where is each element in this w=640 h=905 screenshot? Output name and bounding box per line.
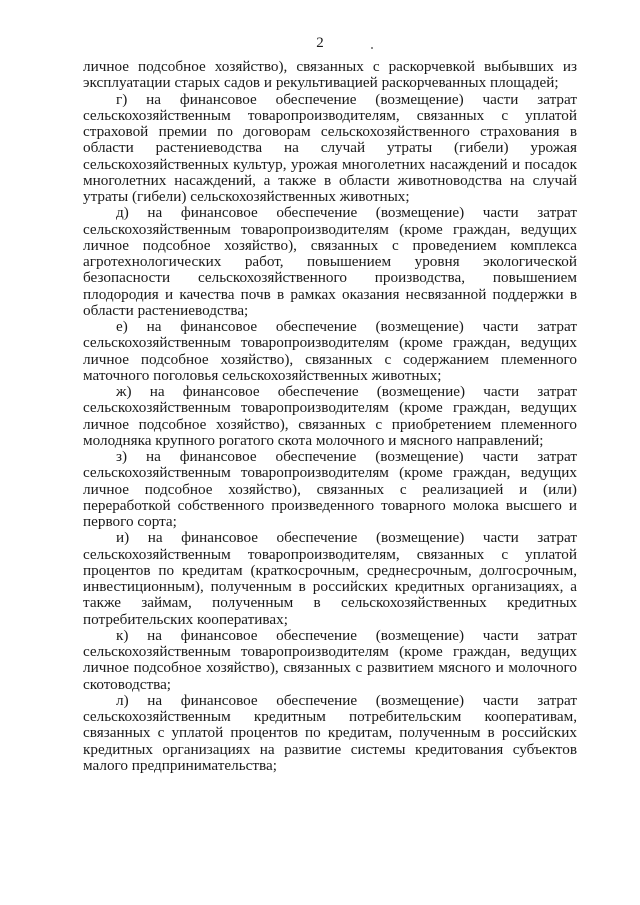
paragraph-item-e: е) на финансовое обеспечение (возмещение) части затрат сельскохозяйственным товаропроизводителям (кроме граждан, ведущих личное подсобное хозяйство), связанных с содержанием племенного маточного поголовья сельскохозяйственных животных; [83, 318, 577, 384]
scan-speck [371, 47, 373, 49]
document-body [83, 59, 577, 774]
paragraph-item-g: г) на финансовое обеспечение (возмещение) части затрат сельскохозяйственным товаропроизводителям, связанных с уплатой страховой премии по договорам сельскохозяйственного страхования в области растениеводства на случай утраты (гибели) урожая сельскохозяйственных культур, урожая многолетних насаждений и посадок многолетних насаждений, а также в области животноводства на случай утраты (гибели) сельскохозяйственных животных; [83, 90, 577, 205]
page-number: 2 [316, 35, 324, 51]
paragraph-item-zh: ж) на финансовое обеспечение (возмещение) части затрат сельскохозяйственным товаропроизводителям (кроме граждан, ведущих личное подсобное хозяйство), связанных с приобретением племенного молодняка крупного рогатого скота молочного и мясного направлений; [83, 383, 577, 449]
paragraph-item-d: д) на финансовое обеспечение (возмещение) части затрат сельскохозяйственным товаропроизводителям (кроме граждан, ведущих личное подсобное хозяйство), связанных с проведением комплекса агротехнологических работ, повышением уровня экологической безопасности сельскохозяйственного производства, повышением плодородия и качества почв в рамках оказания несвязанной поддержки в области растениеводства; [83, 204, 577, 319]
paragraph-item-k: к) на финансовое обеспечение (возмещение) части затрат сельскохозяйственным товаропроизводителям (кроме граждан, ведущих личное подсобное хозяйство), связанных с развитием мясного и молочного скотоводства; [83, 626, 577, 693]
paragraph-item-z: з) на финансовое обеспечение (возмещение) части затрат сельскохозяйственным товаропроизводителям (кроме граждан, ведущих личное подсобное хозяйство), связанных с реализацией и (или) переработкой собственного произведенного товарного молока высшего и первого сорта; [83, 448, 577, 530]
paragraph-continuation: личное подсобное хозяйство), связанных с раскорчевкой выбывших из эксплуатации старых садов и рекультивацией раскорчеванных площадей; [83, 58, 577, 92]
paragraph-item-l: л) на финансовое обеспечение (возмещение) части затрат сельскохозяйственным кредитным потребительским кооперативам, связанных с уплатой процентов по кредитам, полученным в российских кредитных организациях на развитие системы кредитования субъектов малого предпринимательства; [83, 691, 577, 774]
paragraph-item-i: и) на финансовое обеспечение (возмещение) части затрат сельскохозяйственным товаропроизводителям, связанных с уплатой процентов по кредитам (краткосрочным, среднесрочным, долгосрочным, инвестиционным), полученным в российских кредитных организациях, а также займам, полученным в сельскохозяйственных кредитных потребительских кооперативах; [83, 529, 577, 628]
